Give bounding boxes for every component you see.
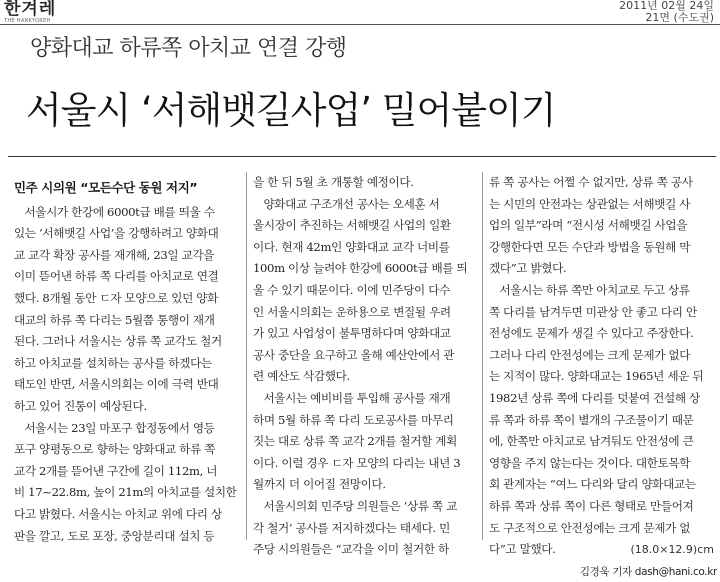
body-text-line: 강행한다면 모든 수단과 방법을 동원해 막 [489,239,691,254]
body-text-line: 인 서울시의회는 운하용으로 변질될 우려 [253,304,451,319]
body-text-line: 영향을 주지 않는다는 것이다. 대한토목학 [489,455,691,470]
body-text-line: 이다. 이럴 경우 ㄷ자 모양의 다리는 내년 3 [253,455,461,470]
body-text-line: 100m 이상 늘려야 한강에 6000t급 배를 띄 [253,261,468,276]
publication-info [619,0,714,24]
body-text-line: 도 구조적으로 안전성에는 크게 문제가 없 [489,520,691,535]
body-text-line: 회 관계자는 “여느 다리와 달리 양화대교는 [489,477,696,492]
body-text-line: 련 예산도 삭감했다. [253,369,350,384]
body-text-line: 가 있고 사업성이 불투명하다며 양화대교 [253,326,451,341]
body-text-line: 하고 아치교를 설치하는 공사를 하겠다는 [14,355,212,370]
column-1-body [14,202,242,548]
body-text-line: 월까지 더 이어질 전망이다. [253,477,386,492]
body-text-line: 하류 쪽과 상류 쪽이 다른 형태로 만들어져 [489,498,694,513]
masthead [0,0,720,24]
article-column-1 [14,177,242,547]
body-text-line: 전성에도 문제가 생길 수 있다고 주장한다. [489,326,694,341]
body-text-line: 울 수 있기 때문이다. 이에 민주당이 다수 [253,282,450,297]
article-column-2 [253,172,478,561]
body-text-line: 서울시는 23일 마포구 합정동에서 영등 [24,420,215,435]
logo-korean: 한겨레 [4,0,57,19]
body-text-line: 는 지적이 많다. 양화대교는 1965년 세운 뒤 [489,369,704,384]
body-text-line: 교각 2개를 뜯어낸 구간에 길이 112m, 너 [14,463,218,478]
article-headline: 서울시 ‘서해뱃길사업’ 밀어붙이기 [26,89,556,132]
body-text-line: 대교의 하류 쪽 다리는 5월쯤 통행이 재개 [14,312,215,327]
body-text-line: 비 17~22.8m, 높이 21m의 아치교를 설치한 [14,485,237,500]
body-text-line: 공사 중단을 요구하고 올해 예산안에서 관 [253,347,455,362]
top-rule [0,24,720,25]
body-text-line: 1982년 상류 쪽에 다리를 덧붙여 건설해 상 [489,390,700,405]
body-text-line: 짓는 대로 상류 쪽 교각 2개를 철거할 계획 [253,434,457,449]
publication-date: 2011년 02월 24일 [619,0,714,12]
body-text-line: 서울시는 하류 쪽만 아치교로 두고 상류 [499,282,690,297]
newspaper-logo [4,0,56,24]
article-kicker: 양화대교 하류쪽 아치교 연결 강행 [30,36,347,61]
body-text-line: 하며 5월 하류 쪽 다리 도로공사를 마무리 [253,412,454,427]
column-divider [246,172,247,540]
body-text-line: 양화대교 구조개선 공사는 오세훈 서 [263,196,440,211]
body-text-line: 된다. 그러나 서울시는 상류 쪽 교각도 철거 [14,334,222,349]
body-text-line: 주당 시의원들은 “교각을 이미 철거한 하 [253,542,449,557]
body-text-line: 겠다”고 밝혔다. [489,261,567,276]
article-byline: 김경욱 기자 dash@hani.co.kr [579,565,717,578]
body-text-line: 에, 한쪽만 아치교로 남겨둬도 안전성에 큰 [489,434,694,449]
article-size-note: (18.0×12.9)cm [630,543,714,556]
body-text-line: 그러나 다리 안전성에는 크게 문제가 없다 [489,347,691,362]
body-text-line: 류 쪽과 하류 쪽이 별개의 구조물이기 때문 [489,412,694,427]
body-text-line: 서울시는 예비비를 투입해 공사를 재개 [263,390,451,405]
column-2-body [253,172,478,561]
body-text-line: 이다. 현재 42m인 양화대교 교각 너비를 [253,239,450,254]
headline-rule [8,156,716,157]
body-text-line: 각 철거’ 공사를 저지하겠다는 태세다. 민 [253,520,450,535]
body-text-line: 하고 있어 진통이 예상된다. [14,398,147,413]
body-text-line: 류 쪽 공사는 어쩔 수 없지만, 상류 쪽 공사 [489,175,693,189]
body-text-line: 태도인 반면, 서울시의회는 이에 극력 반대 [14,377,219,392]
article-column-3 [489,172,717,582]
body-text-line: 울시장이 추진하는 서해뱃길 사업의 일환 [253,218,451,233]
column-divider [482,172,483,540]
body-text-line: 다고 밝혔다. 서울시는 아치교 위에 다리 상 [14,506,222,521]
body-text-line: 했다. 8개월 동안 ㄷ자 모양으로 있던 양화 [14,290,218,305]
body-text-line: 서울시의회 민주당 의원들은 ‘상류 쪽 교 [263,498,458,513]
body-text-line: 을 한 뒤 5월 초 개통할 예정이다. [253,175,414,189]
article-subhead: 민주 시의원 “모든수단 동원 저지” [14,180,198,195]
logo-english: THE HANKYOREH [4,18,51,24]
body-text-line: 는 시민의 안전과는 상관없는 서해뱃길 사 [489,196,691,211]
body-text-line: 포구 양평동으로 향하는 양화대교 하류 쪽 [14,442,216,457]
body-text-line: 서울시가 한강에 6000t급 배를 띄울 수 [24,204,215,219]
column-3-body [489,172,717,561]
body-text-line: 업의 일부”라며 “전시성 서해뱃길 사업을 [489,218,688,233]
body-text-line: 이미 뜯어낸 하류 쪽 다리를 아치교로 연결 [14,269,219,284]
page-number: 21면 (수도권) [645,11,714,24]
body-text-line: 쪽 다리를 남겨두면 미관상 안 좋고 다리 안 [489,304,697,319]
body-text-line: 판을 깔고, 도로 포장, 중앙분리대 설치 등 [14,528,215,543]
body-text-line: 교 교각 확장 공사를 재개해, 23일 교각을 [14,247,215,262]
body-text-line: 다”고 말했다. [489,542,556,557]
byline-line [489,561,717,582]
body-text-line: 있는 ‘서해뱃길 사업’을 강행하려고 양화대 [14,226,219,241]
